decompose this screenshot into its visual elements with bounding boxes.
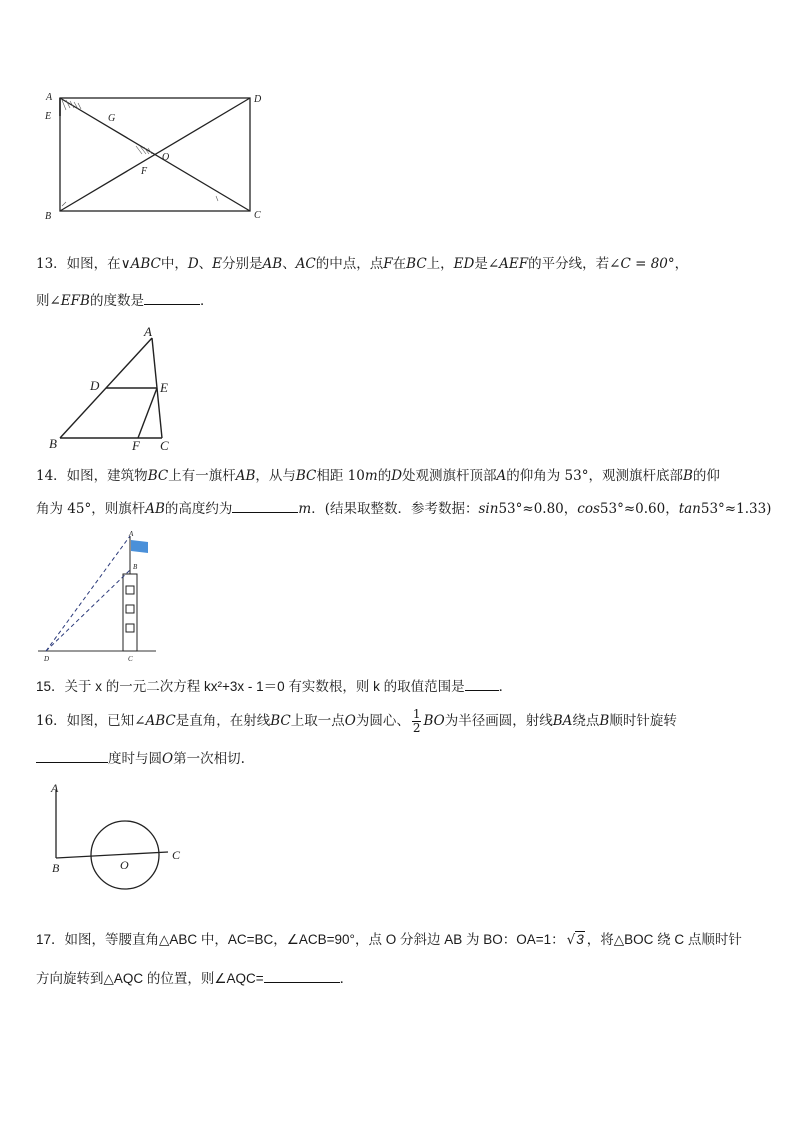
- label-A: A: [46, 92, 53, 103]
- question-15: 15．关于 x 的一元二次方程 kx²+3x - 1＝0 有实数根，则 k 的取值范围是 ．: [36, 676, 512, 697]
- label-G: G: [108, 113, 116, 124]
- flag-icon: [131, 540, 148, 553]
- label-A: A: [144, 324, 152, 339]
- label-D: D: [90, 378, 100, 393]
- label-C: C: [128, 655, 133, 663]
- label-C: C: [172, 848, 181, 862]
- label-F: F: [132, 438, 140, 453]
- label-E: E: [160, 380, 168, 395]
- answer-blank-13[interactable]: [144, 290, 200, 305]
- question-16-line-2: 度时与圆O第一次相切.: [36, 748, 245, 769]
- label-E: E: [45, 111, 52, 122]
- label-B: B: [49, 436, 57, 451]
- fraction-one-half: $\frac{1}{2}$: [412, 707, 421, 735]
- label-C: C: [254, 210, 261, 221]
- question-13-line-2: 则∠EFB的度数是 ．: [36, 290, 213, 311]
- figure-rectangle: [36, 88, 276, 224]
- question-16-line-1: 16．如图，已知∠ABC是直角，在射线BC上取一点O为圆心、 $\frac{1}{2}$ BO为半径画圆，射线BA绕点B顺时针旋转: [36, 707, 677, 735]
- question-14-line-1: 14．如图，建筑物BC上有一旗杆AB，从与BC相距 10m的D处观测旗杆顶部A的仰角为 53°，观测旗杆底部B的仰: [36, 468, 720, 484]
- sqrt-3: √3: [566, 932, 584, 948]
- label-D: D: [44, 655, 50, 663]
- question-13-line-1: 13．如图，在∨ABC中，D、E分别是AB、AC的中点，点F在BC上，ED是∠AEF的平分线，若∠C = 80°，: [36, 256, 689, 272]
- label-C: C: [160, 438, 169, 453]
- question-14-line-2: 角为 45°，则旗杆AB的高度约为 m．(结果取整数．参考数据：sin53°≈0.80，cos53°≈0.60，tan53°≈1.33): [36, 498, 771, 519]
- label-O: O: [162, 152, 170, 163]
- label-B: B: [133, 563, 138, 571]
- label-D: D: [254, 94, 262, 105]
- figure-flagpole-14: [36, 528, 166, 668]
- answer-blank-15[interactable]: [465, 676, 499, 691]
- label-B: B: [45, 211, 52, 222]
- label-O: O: [120, 858, 129, 872]
- answer-blank-17[interactable]: [264, 968, 340, 983]
- figure-circle-16: [40, 778, 190, 898]
- figure-triangle-13: [46, 322, 186, 454]
- question-17-line-1: 17．如图，等腰直角△ABC 中，AC=BC，∠ACB=90°，点 O 分斜边 AB 为 BO：OA=1： √3 ，将△BOC 绕 C 点顺时针: [36, 932, 742, 948]
- answer-blank-16[interactable]: [36, 748, 108, 763]
- label-F: F: [141, 166, 148, 177]
- question-17-line-2: 方向旋转到△AQC 的位置，则∠AQC= ．: [36, 968, 353, 989]
- label-B: B: [52, 861, 60, 875]
- hatched-region: [62, 100, 218, 206]
- label-A: A: [51, 781, 59, 795]
- label-A: A: [129, 530, 134, 538]
- answer-blank-14[interactable]: [232, 498, 298, 513]
